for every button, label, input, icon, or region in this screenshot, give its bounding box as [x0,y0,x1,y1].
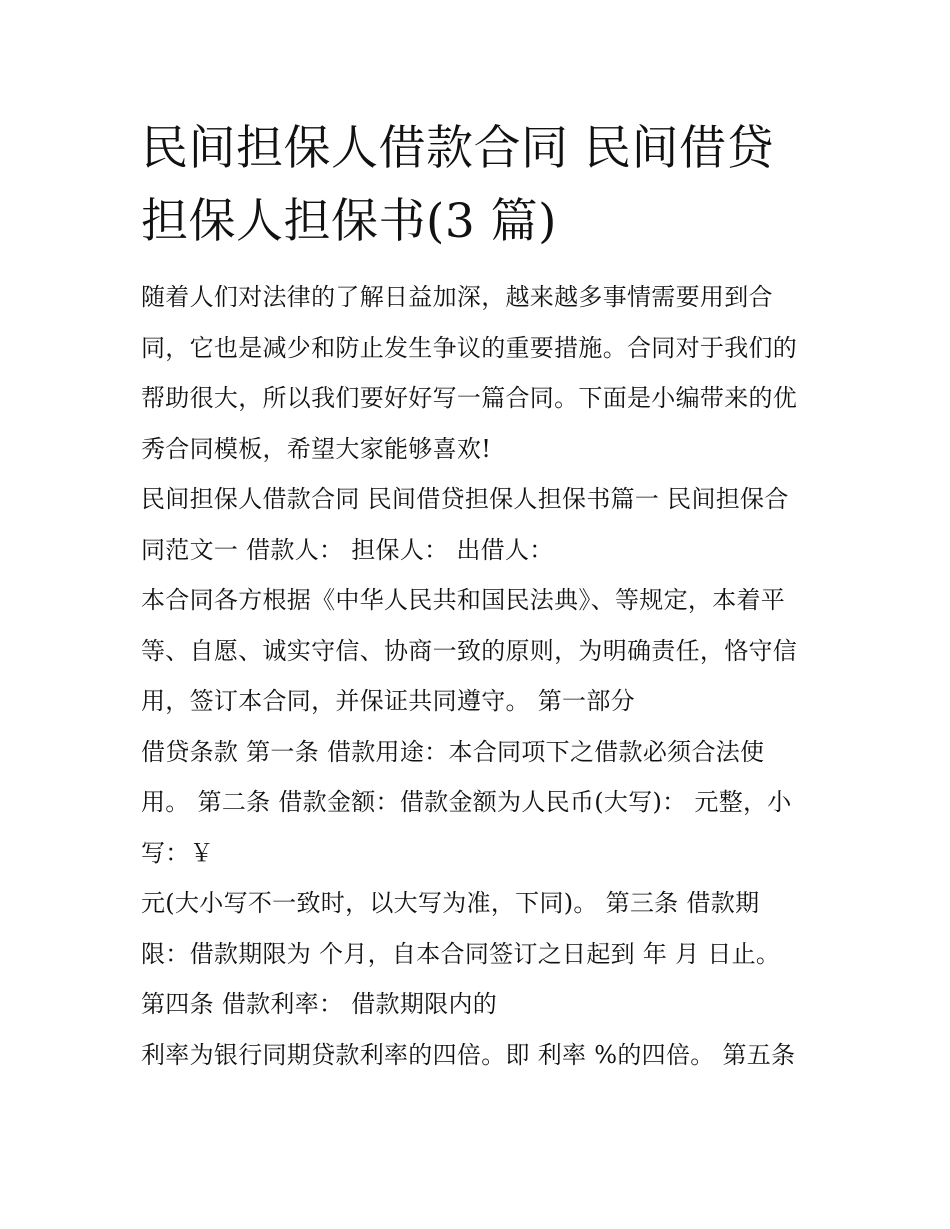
body-line: 限：借款期限为 个月，自本合同签订之日起到 年 月 日止。 [141,939,781,968]
body-line: 秀合同模板，希望大家能够喜欢! [141,434,492,463]
body-line: 等、自愿、诚实守信、协商一致的原则，为明确责任，恪守信 [141,636,798,665]
body-line: 同，它也是减少和防止发生争议的重要措施。合同对于我们的 [141,333,798,362]
body-line: 用，签订本合同，并保证共同遵守。 第一部分 [141,687,635,715]
body-line: 帮助很大，所以我们要好好写一篇合同。下面是小编带来的优 [141,384,798,412]
body-line: 元(大小写不一致时，以大写为准，下同)。 第三条 借款期 [141,889,760,917]
document-body [141,272,821,1080]
body-line: 第四条 借款利率： 借款期限内的 [141,990,498,1018]
body-line: 随着人们对法律的了解日益加深，越来越多事情需要用到合 [141,283,773,311]
body-line: 借贷条款 第一条 借款用途：本合同项下之借款必须合法使 [141,737,765,766]
body-line: 用。 第二条 借款金额：借款金额为人民币(大写)： 元整，小 [141,788,792,816]
body-line: 本合同各方根据《中华人民共和国民法典》、等规定，本着平 [141,586,786,614]
body-line: 民间担保人借款合同 民间借贷担保人担保书篇一 民间担保合 [141,485,789,513]
body-line: 利率为银行同期贷款利率的四倍。即 利率 %的四倍。 第五条 [141,1040,796,1069]
body-line: 同范文一 借款人： 担保人： 出借人： [141,535,554,564]
document-title [141,112,821,258]
body-line: 写：￥ [141,838,214,867]
title-line-1: 民间担保人借款合同 民间借贷 [141,121,774,176]
title-line-2: 担保人担保书(3 篇) [141,194,558,249]
document-page [141,112,821,1080]
